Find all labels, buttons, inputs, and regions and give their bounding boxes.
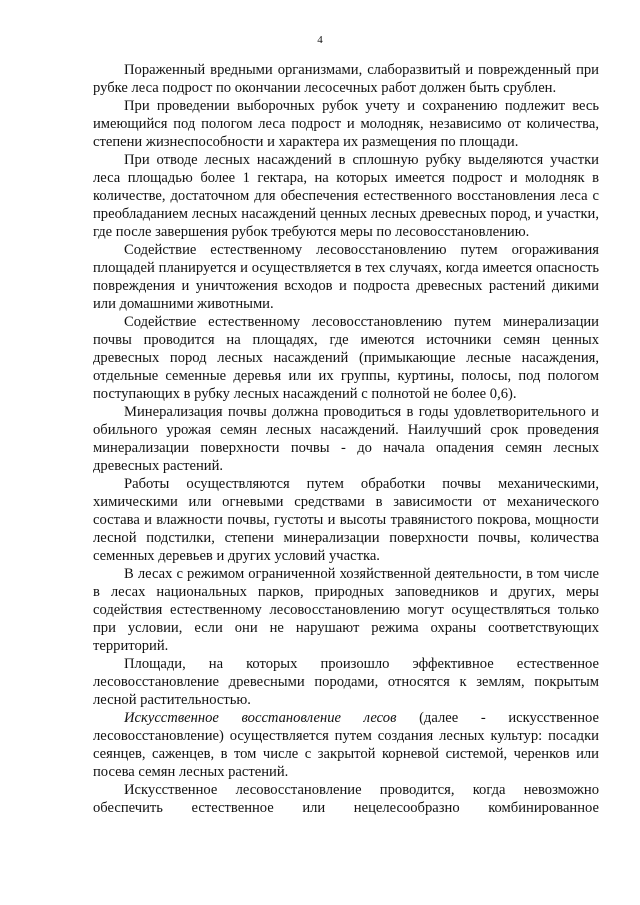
paragraph-mineralization-timing: Минерализация почвы должна проводиться в годы удовлетворительного и обильного урожая семян лесных насаждений. Наилучший срок проведения минерализации поверхности почвы - до начала опадения семян лесных древесных растений. xyxy=(93,404,599,474)
artificial-restoration-term: Искусственное восстановление лесов xyxy=(124,710,397,726)
paragraph-restricted-forests: В лесах с режимом ограниченной хозяйственной деятельности, в том числе в лесах национальных парков, природных заповедников и других, меры содействия естественному лесовосстановлению могут осуществляться только при условии, если они не нарушают режима охраны соответствующих территорий. xyxy=(93,566,599,654)
document-body xyxy=(93,61,599,817)
artificial-restoration-definition: (далее - искусственное лесовосстановление) осуществляется путем создания лесных культур: посадки сеянцев, саженцев, в том числе с закрытой корневой системой, черенков или посева семян лесных растений. xyxy=(93,710,599,780)
paragraph-undergrowth-removal: Пораженный вредными организмами, слаборазвитый и поврежденный при рубке леса подрост по окончании лесосечных работ должен быть срублен. xyxy=(93,62,599,96)
paragraph-artificial-restoration xyxy=(93,709,599,781)
paragraph-soil-mineralization: Содействие естественному лесовосстановлению путем минерализации почвы проводится на площадях, где имеются источники семян ценных древесных пород лесных насаждений (примыкающие лесные насаждения, отдельные семенные деревья или их группы, куртины, полосы, под пологом поступающих в рубку лесных насаждений с полнотой не более 0,6). xyxy=(93,314,599,402)
page-number: 4 xyxy=(317,34,323,46)
paragraph-selective-felling: При проведении выборочных рубок учету и сохранению подлежит весь имеющийся под пологом леса подрост и молодняк, независимо от количества, степени жизнеспособности и характера их размещения по площади. xyxy=(93,98,599,150)
paragraph-fencing: Содействие естественному лесовосстановлению путем огораживания площадей планируется и осуществляется в тех случаях, когда имеется опасность повреждения и уничтожения всходов и подроста древесных растений дикими или домашними животными. xyxy=(93,242,599,312)
paragraph-works-methods: Работы осуществляются путем обработки почвы механическими, химическими или огневыми средствами в зависимости от механического состава и влажности почвы, густоты и высоты травянистого покрова, мощности лесной подстилки, степени минерализации поверхности почвы, количества семенных деревьев и других условий участка. xyxy=(93,476,599,564)
paragraph-effective-regeneration: Площади, на которых произошло эффективное естественное лесовосстановление древесными породами, относятся к землям, покрытым лесной растительностью. xyxy=(93,656,599,708)
paragraph-artificial-conditions: Искусственное лесовосстановление проводится, когда невозможно обеспечить естественное или нецелесообразно комбинированное xyxy=(93,782,599,816)
paragraph-clear-felling: При отводе лесных насаждений в сплошную рубку выделяются участки леса площадью более 1 гектара, на которых имеется подрост и молодняк в количестве, достаточном для обеспечения естественного восстановления леса с преобладанием лесных насаждений ценных лесных древесных пород, и участки, где после завершения рубок требуются меры по лесовосстановлению. xyxy=(93,152,599,240)
